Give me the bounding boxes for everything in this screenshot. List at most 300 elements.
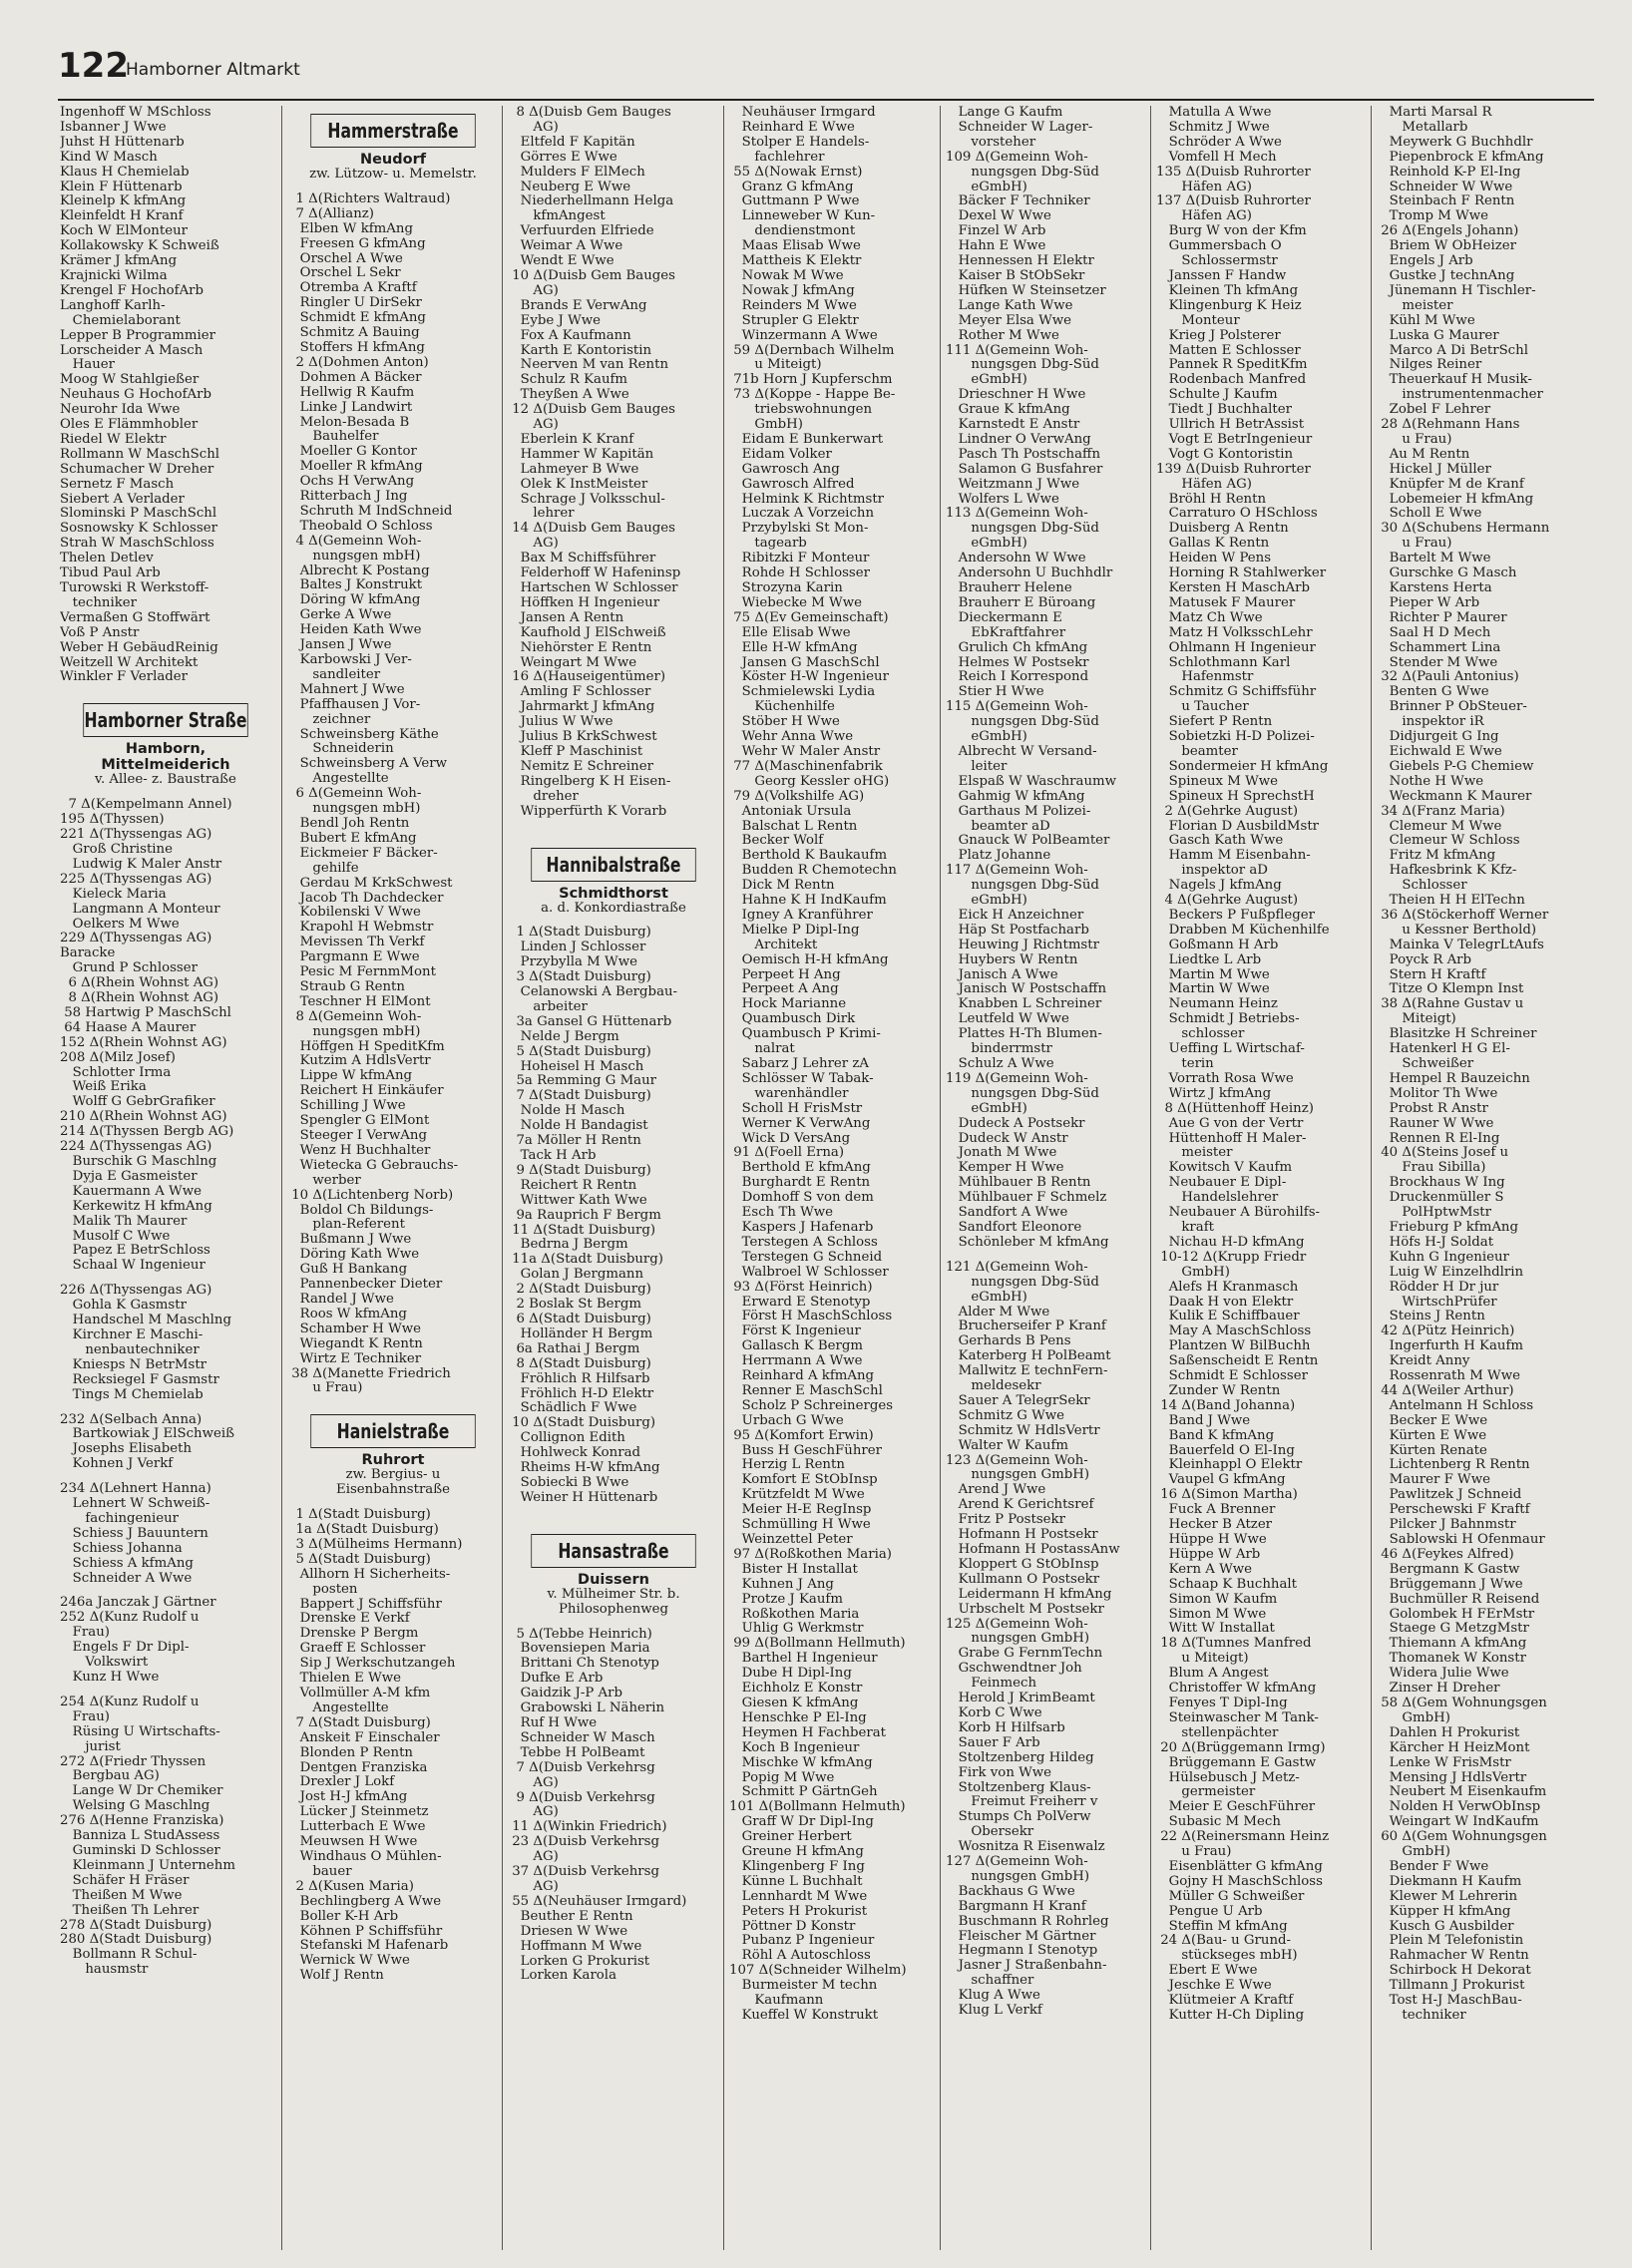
directory-entry: Stolper E Handels- <box>729 135 870 150</box>
directory-entry: Druckenmüller S <box>1377 1191 1504 1206</box>
directory-entry: Knabben L Schreiner <box>946 997 1102 1012</box>
directory-entry: Golan J Bergmann <box>508 1268 644 1283</box>
directory-entry: stückseges mbH) <box>1156 1949 1298 1964</box>
directory-entry: Krengel F HochofArb <box>60 283 204 298</box>
directory-entry: Feinmech <box>946 1677 1037 1692</box>
directory-entry: 119 Δ(Gemeinn Woh- <box>946 1071 1088 1086</box>
directory-entry: Kürten Renate <box>1377 1443 1487 1458</box>
directory-entry: Uhlig G Werkmstr <box>729 1622 864 1637</box>
directory-entry: Eltfeld F Kapitän <box>508 135 635 150</box>
directory-entry: Richter P Maurer <box>1377 610 1507 625</box>
directory-entry: Kauermann A Wwe <box>60 1184 202 1199</box>
directory-entry: Sosnowsky K Schlosser <box>60 522 217 537</box>
directory-entry: Dudeck A Postsekr <box>946 1116 1085 1131</box>
directory-entry: Welsing G Maschlng <box>60 1799 210 1814</box>
directory-entry: sandleiter <box>287 667 381 682</box>
header-rule <box>58 99 1594 101</box>
directory-entry: 210 Δ(Rhein Wohnst AG) <box>60 1110 227 1125</box>
directory-entry: Rödder H Dr jur <box>1377 1280 1499 1295</box>
directory-entry: Gahmig W kfmAng <box>946 789 1085 804</box>
directory-entry: Bedrna J Bergm <box>508 1238 628 1253</box>
directory-entry: Bergbau AG) <box>60 1769 160 1784</box>
directory-entry: Neuhäuser Irmgard <box>729 106 876 120</box>
directory-entry: Nolden H VerwObInsp <box>1377 1800 1541 1815</box>
directory-entry: Nowak J kfmAng <box>729 283 855 298</box>
directory-entry: 272 Δ(Friedr Thyssen <box>60 1754 206 1769</box>
directory-entry: Arend K Gerichtsref <box>946 1498 1094 1513</box>
directory-entry: Schammert Lina <box>1377 640 1501 655</box>
directory-entry: Luska G Maurer <box>1377 328 1499 343</box>
directory-entry: Vomfell H Mech <box>1156 150 1277 165</box>
directory-entry: Neurohr Ida Wwe <box>60 403 181 418</box>
directory-entry: Antoniak Ursula <box>729 804 852 819</box>
directory-entry: Architekt <box>729 938 818 952</box>
directory-entry: hausmstr <box>60 1963 149 1978</box>
directory-entry: 95 Δ(Komfort Erwin) <box>729 1428 874 1443</box>
directory-entry: Beuther E Rentn <box>508 1909 633 1924</box>
street-location: v. Allee- z. Baustraße <box>95 772 236 788</box>
directory-entry: 278 Δ(Stadt Duisburg) <box>60 1918 212 1933</box>
directory-entry: Matulla A Wwe <box>1156 106 1272 120</box>
directory-entry: Bröhl H Rentn <box>1156 492 1267 507</box>
directory-entry: Reinhard A kfmAng <box>729 1369 875 1384</box>
directory-entry: 60 Δ(Gem Wohnungsgen <box>1377 1830 1547 1845</box>
directory-entry: 5 Δ(Tebbe Heinrich) <box>508 1627 652 1642</box>
directory-entry: Dick M Rentn <box>729 879 835 894</box>
directory-entry: Gawrosch Ang <box>729 462 840 477</box>
directory-entry: Meywerk G Buchhdlr <box>1377 135 1533 150</box>
directory-entry: Backhaus G Wwe <box>946 1884 1075 1899</box>
directory-entry: Hartschen W Schlosser <box>508 581 678 595</box>
directory-entry: Eichholz E Konstr <box>729 1682 863 1697</box>
directory-entry: Florian D AusbildMstr <box>1156 819 1320 834</box>
directory-entry: AG) <box>508 537 559 552</box>
directory-entry: Turowski R Werkstoff- <box>60 581 209 595</box>
directory-entry: 280 Δ(Stadt Duisburg) <box>60 1933 212 1948</box>
directory-entry: Elle Elisab Wwe <box>729 625 851 640</box>
spacer <box>508 1506 719 1516</box>
directory-entry: Ingerfurth H Kaufm <box>1377 1339 1523 1354</box>
directory-entry: Stender M Wwe <box>1377 655 1498 670</box>
directory-entry: Spineux H SprechstH <box>1156 789 1315 804</box>
directory-entry: Mulders F ElMech <box>508 165 645 180</box>
directory-entry: Gasch Kath Wwe <box>1156 834 1284 849</box>
directory-entry: Quambusch Dirk <box>729 1012 856 1027</box>
directory-entry: Heuwing J Richtmstr <box>946 938 1099 952</box>
district-name: Schmidthorst <box>559 885 668 902</box>
directory-entry: Metallarb <box>1377 120 1468 135</box>
directory-entry: Riedel W Elektr <box>60 432 167 447</box>
directory-entry: Bauhelfer <box>287 430 379 445</box>
directory-entry: Wolfers L Wwe <box>946 492 1059 507</box>
directory-entry: 125 Δ(Gemeinn Woh- <box>946 1617 1088 1632</box>
directory-entry: AG) <box>508 1850 559 1865</box>
directory-entry: Poyck R Arb <box>1377 952 1472 967</box>
directory-entry: Eybe J Wwe <box>508 313 601 328</box>
directory-entry: Janisch A Wwe <box>946 967 1058 982</box>
directory-entry: May A MaschSchloss <box>1156 1324 1312 1339</box>
directory-entry: Staege G MetzgMstr <box>1377 1622 1529 1637</box>
directory-entry: Baracke <box>60 946 116 961</box>
directory-entry: 135 Δ(Duisb Ruhrorter <box>1156 165 1311 180</box>
street-location: zw. Lützow- u. Memelstr. <box>309 167 477 182</box>
directory-entry: Bollmann R Schul- <box>60 1948 198 1963</box>
directory-entry: schaffner <box>946 1974 1034 1989</box>
directory-entry: Lorscheider A Masch <box>60 343 204 358</box>
directory-entry: u Taucher <box>1156 700 1249 715</box>
directory-entry: 224 Δ(Thyssengas AG) <box>60 1140 212 1155</box>
directory-entry: Wirtz E Techniker <box>287 1351 422 1366</box>
directory-entry: Mahnert J Wwe <box>287 682 405 697</box>
directory-entry: Fuck A Brenner <box>1156 1503 1276 1518</box>
directory-entry: Niehörster E Rentn <box>508 640 652 655</box>
directory-entry: Blonden P Rentn <box>287 1745 413 1760</box>
directory-entry: Driesen W Wwe <box>508 1924 628 1939</box>
directory-entry: Zinser H Dreher <box>1377 1682 1500 1697</box>
directory-entry: Simon M Wwe <box>1156 1607 1267 1622</box>
directory-entry: Blasitzke H Schreiner <box>1377 1027 1537 1042</box>
directory-entry: Strah W MaschSchloss <box>60 537 214 552</box>
directory-entry: Tromp M Wwe <box>1377 209 1489 224</box>
directory-entry: Hennessen H Elektr <box>946 254 1094 269</box>
directory-entry: 113 Δ(Gemeinn Woh- <box>946 507 1088 522</box>
column-divider <box>1371 106 1372 2250</box>
directory-entry: Kobilenski V Wwe <box>287 906 421 921</box>
directory-entry: Schmitz J Wwe <box>1156 120 1270 135</box>
directory-entry: Kusch G Ausbilder <box>1377 1919 1514 1934</box>
directory-entry: Piepenbrock E kfmAng <box>1377 150 1544 165</box>
directory-entry: Pargmann E Wwe <box>287 950 420 965</box>
directory-entry: Gschwendtner Joh <box>946 1662 1082 1677</box>
directory-entry: Nilges Reiner <box>1377 358 1482 373</box>
directory-entry: Hofmann H PostassAnw <box>946 1543 1120 1557</box>
directory-entry: Knüpfer M de Kranf <box>1377 477 1524 492</box>
directory-entry: Finzel W Arb <box>946 224 1046 239</box>
directory-entry: Hatenkerl H G El- <box>1377 1042 1510 1057</box>
directory-entry: Spineux M Wwe <box>1156 774 1279 789</box>
directory-entry: Heiden Kath Wwe <box>287 623 422 638</box>
directory-entry: Sip J Werkschutzangeh <box>287 1657 456 1672</box>
directory-entry: Kowitsch V Kaufm <box>1156 1161 1293 1176</box>
directory-entry: Häfen AG) <box>1156 209 1252 224</box>
directory-entry: Strozyna Karin <box>729 581 843 595</box>
directory-entry: Klein F Hüttenarb <box>60 180 183 194</box>
directory-entry: Kreidt Anny <box>1377 1354 1470 1369</box>
directory-entry: Protze J Kaufm <box>729 1592 843 1607</box>
directory-entry: Scholl E Wwe <box>1377 507 1482 522</box>
directory-entry: Spengler G ElMont <box>287 1114 430 1129</box>
directory-entry: 55 Δ(Nowak Ernst) <box>729 165 863 180</box>
directory-entry: Ritterbach J Ing <box>287 490 408 505</box>
directory-entry: Melon-Besada B <box>287 415 410 430</box>
directory-entry: Tibud Paul Arb <box>60 567 161 581</box>
directory-entry: Ludwig K Maler Anstr <box>60 857 222 872</box>
directory-entry: Pöttner D Konstr <box>729 1919 856 1934</box>
directory-entry: Künne L Buchhalt <box>729 1874 863 1889</box>
directory-entry: kraft <box>1156 1220 1214 1235</box>
directory-entry: Oles E Flämmhobler <box>60 418 199 433</box>
directory-entry: 75 Δ(Ev Gemeinschaft) <box>729 610 889 625</box>
directory-entry: fachlehrer <box>729 150 825 165</box>
directory-entry: 28 Δ(Rehmann Hans <box>1377 418 1520 433</box>
spacer <box>60 1472 271 1482</box>
directory-entry: Carraturo O HSchloss <box>1156 507 1318 522</box>
directory-entry: posten <box>287 1582 358 1597</box>
directory-column-4 <box>729 106 941 2250</box>
directory-entry: Elspaß W Waschraumw <box>946 774 1117 789</box>
directory-entry: Berthold K Baukaufm <box>729 849 888 864</box>
directory-entry: eGmbH) <box>946 373 1027 388</box>
directory-entry: Bappert J Schiffsführ <box>287 1597 442 1612</box>
directory-entry: Recksiegel F Gasmstr <box>60 1372 219 1387</box>
directory-entry: Kürten E Wwe <box>1377 1428 1487 1443</box>
directory-entry: 254 Δ(Kunz Rudolf u <box>60 1695 200 1709</box>
directory-entry: 32 Δ(Pauli Antonius) <box>1377 670 1519 685</box>
directory-entry: jurist <box>60 1739 121 1754</box>
directory-entry: Zunder W Rentn <box>1156 1383 1281 1398</box>
directory-entry: AG) <box>508 1879 559 1894</box>
directory-entry: Lennhardt M Wwe <box>729 1889 868 1904</box>
directory-entry: Fenyes T Dipl-Ing <box>1156 1696 1288 1710</box>
directory-entry: Bäcker F Techniker <box>946 194 1090 209</box>
spacer <box>60 1274 271 1284</box>
directory-entry: Kirchner E Maschi- <box>60 1327 204 1342</box>
directory-entry: 44 Δ(Weiler Arthur) <box>1377 1383 1514 1398</box>
directory-entry: Bechlingberg A Wwe <box>287 1894 442 1909</box>
directory-entry: Brockhaus W Ing <box>1377 1176 1505 1191</box>
directory-entry: Eidam Volker <box>729 447 832 462</box>
directory-entry: 3 Δ(Mülheims Hermann) <box>287 1537 463 1552</box>
directory-entry: Neuberg E Wwe <box>508 180 631 194</box>
directory-entry: Karbowski J Ver- <box>287 653 412 667</box>
directory-entry: vorsteher <box>946 135 1036 150</box>
directory-entry: Pannek R SpeditKfm <box>1156 358 1308 373</box>
directory-entry: Nelde J Bergm <box>508 1029 619 1044</box>
directory-column-3 <box>508 106 719 2250</box>
directory-entry: Weiner H Hüttenarb <box>508 1490 658 1505</box>
directory-entry: Eberlein K Kranf <box>508 432 634 447</box>
directory-entry: Walter W Kaufm <box>946 1438 1069 1453</box>
directory-entry: Fox A Kaufmann <box>508 328 631 343</box>
directory-entry: Liedtke L Arb <box>1156 952 1262 967</box>
directory-entry: Köhnen P Schiffsführ <box>287 1924 443 1939</box>
directory-entry: Verfuurden Elfriede <box>508 224 654 239</box>
directory-entry: Berthold E kfmAng <box>729 1161 871 1176</box>
directory-entry: Maurer F Wwe <box>1377 1473 1490 1488</box>
directory-entry: Weingart M Wwe <box>508 655 637 670</box>
directory-entry: Schlosser <box>1377 879 1467 894</box>
directory-entry: Schmidt E Schlosser <box>1156 1369 1308 1384</box>
directory-entry: Helmes W Postsekr <box>946 655 1089 670</box>
directory-entry: meister <box>1377 298 1453 313</box>
directory-entry: Küpper H kfmAng <box>1377 1904 1511 1919</box>
directory-entry: Burg W von der Kfm <box>1156 224 1307 239</box>
directory-entry: Hammer W Kapitän <box>508 447 654 462</box>
directory-entry: triebswohnungen <box>729 403 873 418</box>
directory-entry: Stern H Kraftf <box>1377 967 1486 982</box>
directory-entry: instrumentenmacher <box>1377 388 1543 403</box>
directory-entry: Matusek F Maurer <box>1156 595 1296 610</box>
directory-entry: Neuhaus G HochofArb <box>60 388 212 403</box>
directory-entry: Schiess J Bauuntern <box>60 1526 208 1541</box>
directory-entry: 195 Δ(Thyssen) <box>60 813 165 828</box>
street-location: Philosophenweg <box>558 1601 669 1617</box>
directory-entry: Przybylski St Mon- <box>729 522 869 537</box>
directory-entry: Esch Th Wwe <box>729 1206 834 1221</box>
directory-entry: 152 Δ(Rhein Wohnst AG) <box>60 1035 227 1050</box>
directory-entry: Hauer <box>60 358 115 373</box>
directory-entry: Drenske P Bergm <box>287 1627 419 1642</box>
directory-entry: Schamber H Wwe <box>287 1322 422 1336</box>
directory-entry: Guttmann P Wwe <box>729 194 860 209</box>
directory-entry: Fröhlich R Hilfsarb <box>508 1371 650 1386</box>
directory-entry: Wietecka G Gebrauchs- <box>287 1158 459 1173</box>
directory-entry: Janisch W Postschaffn <box>946 982 1107 997</box>
directory-entry: Blum A Angest <box>1156 1667 1269 1682</box>
directory-entry: Sablowski H Ofenmaur <box>1377 1533 1545 1547</box>
directory-entry: Popig M Wwe <box>729 1770 835 1785</box>
directory-entry: Kunz H Wwe <box>60 1671 160 1685</box>
directory-entry: Bartkowiak J ElSchweiß <box>60 1427 235 1442</box>
directory-entry: lehrer <box>508 507 575 522</box>
directory-entry: Theißen Th Lehrer <box>60 1903 200 1918</box>
directory-entry: Hecker B Ätzer <box>1156 1518 1273 1533</box>
directory-entry: Renner E MaschSchl <box>729 1383 883 1398</box>
directory-entry: Rollmann W MaschSchl <box>60 447 220 462</box>
directory-entry: Barthel H Ingenieur <box>729 1652 878 1667</box>
district-name: Mittelmeiderich <box>101 757 230 774</box>
directory-entry: Lippe W kfmAng <box>287 1069 413 1084</box>
directory-entry: Mevissen Th Verkf <box>287 936 425 950</box>
directory-entry: Dentgen Franziska <box>287 1760 428 1775</box>
directory-entry: Steeger I VerwAng <box>287 1129 427 1143</box>
directory-entry: Briem W ObHeizer <box>1377 239 1517 254</box>
directory-entry: Kaiser B StObSekr <box>946 268 1085 283</box>
directory-entry: Eick H Anzeichner <box>946 908 1084 923</box>
directory-entry: Lange W Dr Chemiker <box>60 1784 223 1799</box>
directory-entry: beamter <box>1156 744 1238 759</box>
directory-entry: 58 Δ(Gem Wohnungsgen <box>1377 1696 1547 1710</box>
directory-entry: Tiedt J Buchhalter <box>1156 403 1292 418</box>
directory-entry: Horning R Stahlwerker <box>1156 567 1327 581</box>
directory-entry: Krieg J Polsterer <box>1156 328 1281 343</box>
directory-entry: Schäfer H Fräser <box>60 1873 190 1888</box>
directory-entry: 121 Δ(Gemeinn Woh- <box>946 1260 1088 1275</box>
directory-entry: WirtschPrüfer <box>1377 1295 1497 1310</box>
directory-entry: Brüggemann J Wwe <box>1377 1577 1523 1592</box>
directory-entry: Drenske E Verkf <box>287 1612 410 1627</box>
directory-entry: Linke J Landwirt <box>287 400 413 415</box>
directory-entry: Miteigt) <box>1377 1012 1456 1027</box>
directory-entry: 2 Δ(Gehrke August) <box>1156 804 1299 819</box>
spacer <box>508 820 719 830</box>
directory-entry: Krapohl H Webmstr <box>287 921 434 936</box>
directory-entry: Helmink K Richtmstr <box>729 492 885 507</box>
directory-entry: dreher <box>508 789 579 804</box>
directory-entry: Nemitz E Schreiner <box>508 759 653 774</box>
directory-entry: Ringelberg K H Eisen- <box>508 774 671 789</box>
spacer <box>287 183 499 192</box>
directory-entry: 101 Δ(Bollmann Helmuth) <box>729 1800 906 1815</box>
directory-entry: Wirtz J kfmAng <box>1156 1086 1272 1101</box>
page-number: 122 <box>58 46 129 86</box>
directory-entry: Brinner P ObSteuer- <box>1377 700 1527 715</box>
directory-entry: 6 Δ(Gemeinn Woh- <box>287 787 422 802</box>
directory-entry: Kuhn G Ingenieur <box>1377 1250 1509 1265</box>
directory-entry: 1 Δ(Stadt Duisburg) <box>287 1508 431 1523</box>
directory-entry: eGmbH) <box>946 180 1027 194</box>
directory-entry: Angestellte <box>287 772 389 787</box>
directory-entry: 232 Δ(Selbach Anna) <box>60 1412 203 1427</box>
directory-entry: GmbH) <box>1377 1710 1450 1725</box>
directory-entry: leiter <box>946 759 1008 774</box>
directory-entry: Matten E Schlosser <box>1156 343 1301 358</box>
directory-entry: Bußmann J Wwe <box>287 1233 412 1248</box>
directory-entry: Stoltzenberg Klaus- <box>946 1780 1091 1795</box>
directory-entry: Theuerkauf H Musik- <box>1377 373 1532 388</box>
spacer <box>287 1396 499 1406</box>
directory-entry: Rossenrath M Wwe <box>1377 1369 1520 1384</box>
directory-entry: Wick D VersAng <box>729 1131 851 1146</box>
directory-entry: Döring Kath Wwe <box>287 1248 420 1263</box>
directory-entry: Olek K InstMeister <box>508 477 648 492</box>
directory-entry: Domhoff S von dem <box>729 1191 874 1206</box>
directory-entry: Igney A Kranführer <box>729 908 873 923</box>
directory-entry: 10 Δ(Lichtenberg Norb) <box>287 1188 454 1203</box>
directory-entry: AG) <box>508 283 559 298</box>
directory-entry: Klewer M Lehrerin <box>1377 1889 1518 1904</box>
directory-entry: 46 Δ(Feykes Alfred) <box>1377 1547 1514 1562</box>
directory-entry: Hüfken W Steinsetzer <box>946 283 1106 298</box>
directory-entry: Kutzim A HdlsVertr <box>287 1054 431 1069</box>
directory-entry: Kulik E Schiffbauer <box>1156 1310 1300 1324</box>
directory-entry: Mielke P Dipl-Ing <box>729 923 860 938</box>
directory-entry: Theyßen A Wwe <box>508 388 629 403</box>
directory-entry: Karstens Herta <box>1377 581 1492 595</box>
directory-entry: Reichert R Rentn <box>508 1178 637 1193</box>
directory-entry: Ruf H Wwe <box>508 1716 598 1730</box>
directory-entry: Schmidt E kfmAng <box>287 311 426 326</box>
directory-entry: Slominski P MaschSchl <box>60 507 217 522</box>
directory-entry: 42 Δ(Pütz Heinrich) <box>1377 1324 1515 1339</box>
column-divider <box>723 106 724 2250</box>
directory-entry: Engels J Arb <box>1377 254 1473 269</box>
directory-entry: eGmbH) <box>946 537 1027 552</box>
directory-entry: Kuhnen J Ang <box>729 1577 834 1592</box>
column-divider <box>281 106 282 2250</box>
directory-entry: Niederhellmann Helga <box>508 194 674 209</box>
directory-entry: Steinwascher M Tank- <box>1156 1710 1319 1725</box>
directory-entry: Mühlbauer F Schmelz <box>946 1191 1107 1206</box>
street-heading: Hanielstraße <box>310 1414 475 1448</box>
directory-entry: 1 Δ(Stadt Duisburg) <box>508 926 651 941</box>
directory-entry: Nowak M Wwe <box>729 268 844 283</box>
street-heading: Hannibalstraße <box>531 848 695 882</box>
directory-entry: Papez E BetrSchloss <box>60 1244 210 1259</box>
street-location: Eisenbahnstraße <box>336 1482 450 1498</box>
directory-entry: Weckmann K Maurer <box>1377 789 1532 804</box>
directory-entry: bauer <box>287 1864 352 1879</box>
directory-entry: Gojny H MaschSchloss <box>1156 1874 1323 1889</box>
street-location: zw. Bergius- u <box>345 1467 441 1483</box>
directory-entry: Brauherr E Büroang <box>946 595 1096 610</box>
directory-entry: Becker Wolf <box>729 834 824 849</box>
directory-entry: arbeiter <box>508 999 588 1014</box>
directory-entry: Giesen K kfmAng <box>729 1696 859 1710</box>
directory-entry: Rother M Wwe <box>946 328 1059 343</box>
column-divider <box>940 106 941 2250</box>
directory-entry: werber <box>287 1173 361 1188</box>
